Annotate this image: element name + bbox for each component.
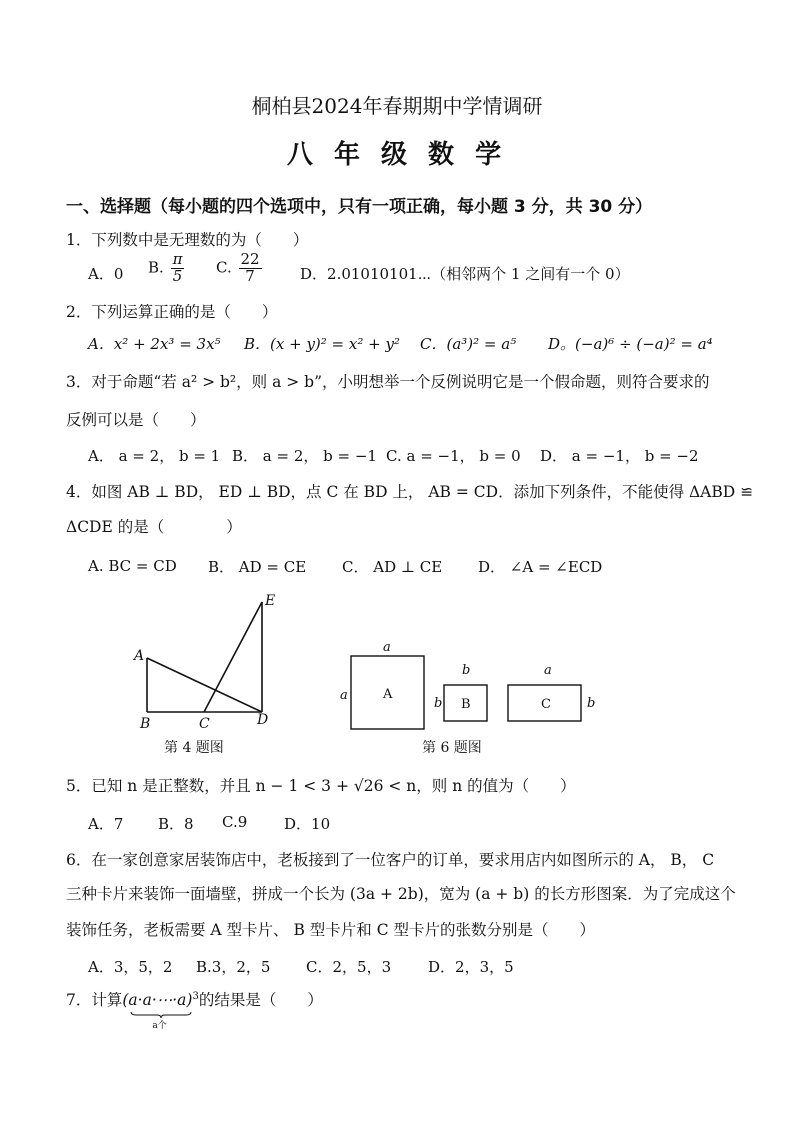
q1-option-c [216,252,264,285]
q2-option-a: A．x² + 2x³ = 3x⁵ [88,335,221,353]
section-heading: 一、选择题（每小题的四个选项中，只有一项正确，每小题 3 分，共 30 分） [66,197,653,217]
q1-option-b-prefix: B. [148,258,164,277]
q5-option-c: C.9 [222,813,248,831]
question-6-line1: 6．在一家创意家居装饰店中，老板接到了一位客户的订单，要求用店内如图所示的 A， B， C [66,851,715,869]
q5-option-b: B．8 [158,815,194,833]
q6-option-a: A．3，5，2 [88,958,173,976]
q1-b-denominator: 5 [172,266,183,285]
q1-c-denominator: 7 [245,266,255,285]
question-7-stem [66,988,323,1031]
q1-option-b [148,252,186,285]
q1-option-d: D．2.01010101⋯（相邻两个 1 之间有一个 0） [300,265,630,283]
q1-b-numerator: π [172,250,183,268]
label-c: C [199,716,210,732]
q6-option-c: C．2，5，3 [306,958,392,976]
q1-option-c-fraction [239,252,262,285]
q6-option-b: B.3，2，5 [196,958,271,976]
q4-option-c: C． AD ⊥ CE [342,558,443,576]
q4-option-d: D． ∠A = ∠ECD [478,558,603,576]
q3-option-d: D． a = −1， b = −2 [540,447,699,465]
q7-brace-label: a个 [152,1021,167,1031]
q1-option-c-prefix: C. [216,258,232,277]
subject-title: 八 年 级 数 学 [286,140,508,170]
q3-option-b: B． a = 2， b = −1 [232,447,377,465]
card-a-top-label: a [383,640,391,655]
question-6-line3: 装饰任务，老板需要 A 型卡片、 B 型卡片和 C 型卡片的张数分别是（ ） [66,921,596,939]
figure-4 [120,590,290,735]
q4-option-a: A. BC = CD [88,557,177,575]
question-4-line1: 4．如图 AB ⊥ BD， ED ⊥ BD，点 C 在 BD 上， AB = CD．添加下列条件，不能使得 ΔABD ≌ [66,483,754,501]
page-title: 桐柏县2024年春期期中学情调研 [251,94,543,118]
question-2-stem: 2．下列运算正确的是（ ） [66,303,278,321]
q7-stem-prefix: 7．计算 [66,991,123,1009]
card-b-name: B [461,697,471,712]
card-c-name: C [541,697,551,712]
q6-option-d: D．2，3，5 [428,958,514,976]
q2-option-c: C．(a³)² = a⁵ [420,335,517,353]
question-3-line1: 3．对于命题“若 a² > b²，则 a > b”，小明想举一个反例说明它是一个假命题，则符合要求的 [66,373,710,391]
q5-option-a: A．7 [88,815,124,833]
q1-c-numerator: 22 [240,250,260,268]
q1-option-a: A．0 [88,265,124,283]
q1-option-b-fraction [171,252,185,285]
q5-option-d: D．10 [284,815,331,833]
card-a-name: A [383,687,393,702]
question-5-stem: 5．已知 n 是正整数，并且 n − 1 < 3 + √26 < n，则 n 的值为（ ） [66,777,576,795]
card-b-top-label: b [462,663,471,678]
q3-option-a: A． a = 2， b = 1 [88,447,221,465]
q4-option-b: B． AD = CE [208,558,307,576]
card-c-side-label: b [587,696,596,711]
figure-6-diagram [336,638,604,738]
question-3-line2: 反例可以是（ ） [66,411,206,429]
q7-exponent: 3 [192,990,199,1002]
figure-6 [336,638,604,738]
q2-option-d: D。(−a)⁶ ÷ (−a)² = a⁴ [548,335,713,353]
question-6-line2: 三种卡片来装饰一面墙壁，拼成一个长为 (3a + 2b)，宽为 (a + b) 的长方形图案．为了完成这个 [66,885,736,903]
segment-ad [147,658,262,712]
figure-4-diagram [120,590,290,735]
q2-option-b: B．(x + y)² = x² + y² [244,335,400,353]
card-a-side-label: a [340,688,348,703]
label-d: D [257,712,269,728]
q7-expression-text: (a·a·⋯·a) [122,991,193,1009]
figure-4-caption: 第 4 题图 [164,740,224,756]
question-4-line2: ΔCDE 的是（ ） [66,518,242,536]
label-e: E [265,593,276,609]
label-b: B [140,716,151,732]
q7-stem-suffix: 的结果是（ ） [198,991,323,1009]
label-a: A [134,648,145,664]
card-c-top-label: a [544,663,552,678]
figure-6-caption: 第 6 题图 [422,740,482,756]
q7-expression [122,990,199,1031]
segment-ce [204,602,262,712]
question-1-stem: 1．下列数中是无理数的为（ ） [66,231,309,249]
q3-option-c: C. a = −1， b = 0 [386,447,521,465]
card-b-side-label: b [434,696,443,711]
